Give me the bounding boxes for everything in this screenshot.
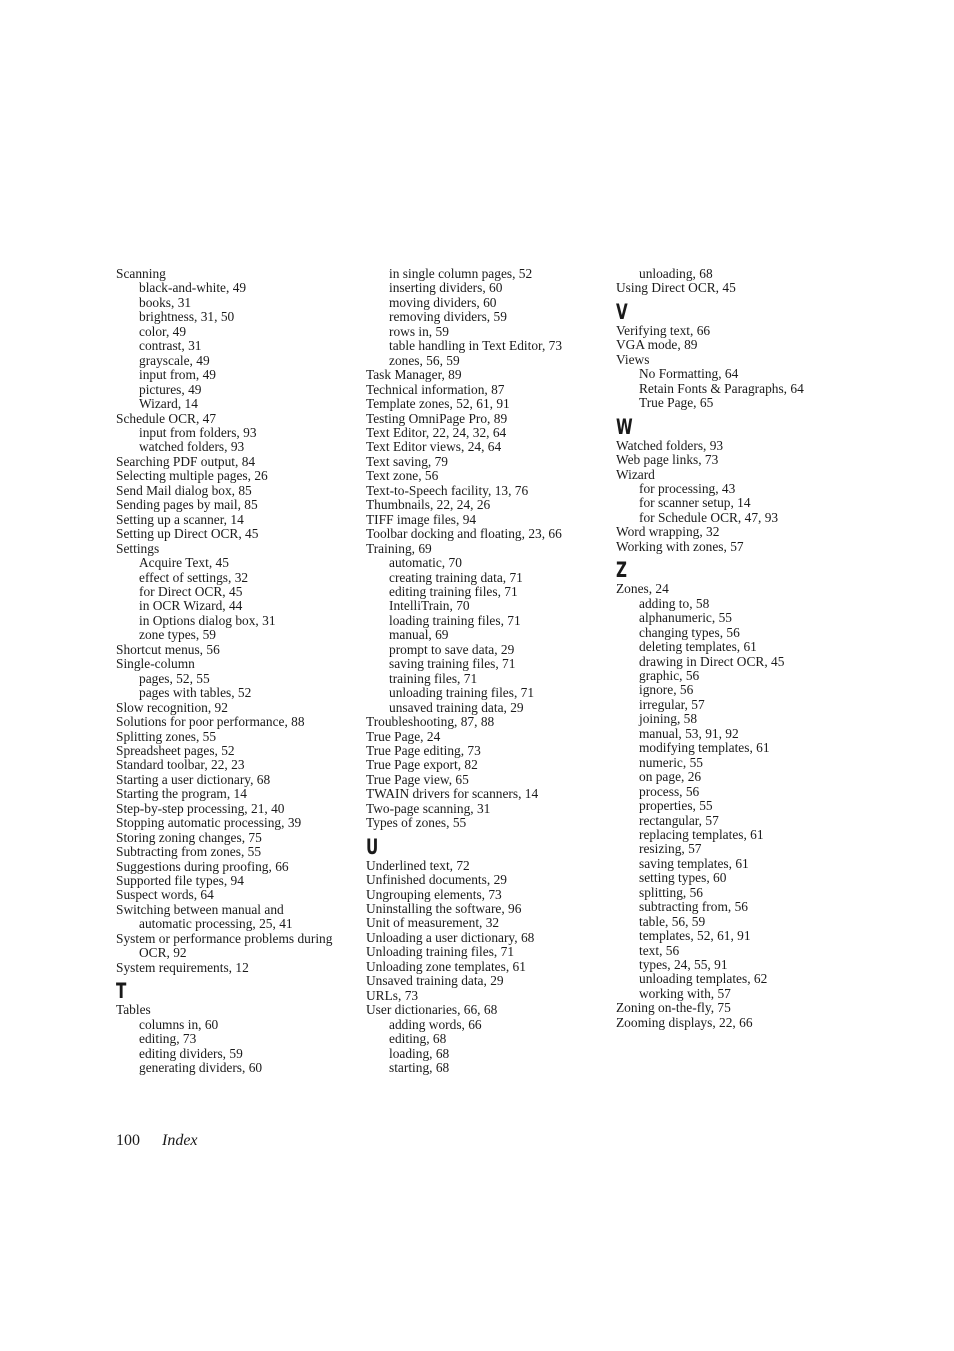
index-entry: Text zone, 56 — [366, 468, 439, 484]
index-entry: Text-to-Speech facility, 13, 76 — [366, 482, 529, 498]
index-entry: Schedule OCR, 47 — [116, 410, 217, 426]
index-subentry: unloading training files, 71 — [389, 685, 535, 701]
index-entry: Toolbar docking and floating, 23, 66 — [366, 526, 562, 542]
index-entry: Switching between manual and — [116, 901, 284, 917]
index-subentry: unsaved training data, 29 — [389, 699, 524, 715]
index-entry: Troubleshooting, 87, 88 — [366, 714, 495, 730]
index-entry: Settings — [116, 540, 160, 556]
index-subentry: loading, 68 — [389, 1045, 450, 1061]
index-entry: Solutions for poor performance, 88 — [116, 714, 305, 730]
index-entry: Testing OmniPage Pro, 89 — [366, 410, 508, 426]
index-subentry: changing types, 56 — [639, 624, 740, 640]
index-subentry: for Schedule OCR, 47, 93 — [639, 509, 779, 525]
index-entry: Supported file types, 94 — [116, 873, 244, 889]
index-entry: Types of zones, 55 — [366, 815, 467, 831]
index-subentry: for Direct OCR, 45 — [139, 583, 243, 599]
index-subentry: joining, 58 — [639, 711, 698, 727]
index-entry: Text Editor views, 24, 64 — [366, 439, 502, 455]
index-entry: Starting a user dictionary, 68 — [116, 771, 271, 787]
index-entry: Views — [616, 351, 650, 367]
index-entry: Template zones, 52, 61, 91 — [366, 396, 510, 412]
index-entry: Unloading training files, 71 — [366, 944, 515, 960]
index-subentry: pictures, 49 — [139, 381, 202, 397]
section-letter-w: W — [616, 414, 633, 439]
index-subentry: saving training files, 71 — [389, 656, 516, 672]
index-entry: Zoning on-the-fly, 75 — [616, 1000, 731, 1016]
index-subentry: books, 31 — [139, 294, 192, 310]
index-subentry: generating dividers, 60 — [139, 1060, 263, 1076]
index-entry: Setting up a scanner, 14 — [116, 511, 244, 527]
index-entry: Standard toolbar, 22, 23 — [116, 757, 245, 773]
index-entry: Suggestions during proofing, 66 — [116, 858, 289, 874]
index-subentry: automatic, 70 — [389, 555, 462, 571]
index-subentry: rows in, 59 — [389, 323, 449, 339]
index-subentry: IntelliTrain, 70 — [389, 598, 470, 614]
index-subentry: saving templates, 61 — [639, 855, 749, 871]
index-subentry: pages, 52, 55 — [139, 670, 210, 686]
index-subentry: manual, 69 — [389, 627, 449, 643]
index-subentry: brightness, 31, 50 — [139, 309, 235, 325]
index-entry-continuation: OCR, 92 — [139, 945, 187, 961]
section-letter-z: Z — [616, 558, 627, 583]
running-title: Index — [162, 1132, 198, 1149]
index-entry: Using Direct OCR, 45 — [616, 280, 736, 296]
index-subentry: zone types, 59 — [139, 627, 216, 643]
index-entry: User dictionaries, 66, 68 — [366, 1002, 498, 1018]
index-entry: Two-page scanning, 31 — [366, 800, 491, 816]
index-subentry: for scanner setup, 14 — [639, 495, 751, 511]
index-entry: Web page links, 73 — [616, 452, 719, 468]
page-number: 100 — [116, 1132, 140, 1149]
index-subentry: properties, 55 — [639, 798, 713, 814]
index-subentry: on page, 26 — [639, 769, 702, 785]
index-subentry: splitting, 56 — [639, 884, 703, 900]
index-subentry: grayscale, 49 — [139, 352, 210, 368]
index-subentry: contrast, 31 — [139, 338, 202, 354]
index-entry: Scanning — [116, 266, 166, 281]
index-entry: Word wrapping, 32 — [616, 524, 720, 540]
index-entry: Text saving, 79 — [366, 453, 448, 469]
index-entry: Underlined text, 72 — [366, 857, 470, 873]
index-subentry: prompt to save data, 29 — [389, 641, 515, 657]
index-entry: True Page view, 65 — [366, 771, 469, 787]
index-entry: Single-column — [116, 656, 195, 672]
index-entry: Tables — [116, 1002, 151, 1018]
index-subentry: columns in, 60 — [139, 1016, 219, 1032]
index-entry: Starting the program, 14 — [116, 786, 247, 802]
index-entry: Unsaved training data, 29 — [366, 973, 504, 989]
index-entry: Working with zones, 57 — [616, 538, 744, 554]
index-column-3 — [616, 267, 856, 1030]
index-entry: Step-by-step processing, 21, 40 — [116, 800, 285, 816]
index-subentry: unloading, 68 — [639, 266, 713, 281]
index-subentry: unloading templates, 62 — [639, 971, 768, 987]
index-entry: TIFF image files, 94 — [366, 511, 477, 527]
index-entry: URLs, 73 — [366, 987, 419, 1003]
index-entry: Setting up Direct OCR, 45 — [116, 526, 259, 542]
index-entry: Spreadsheet pages, 52 — [116, 742, 235, 758]
index-entry: Training, 69 — [366, 540, 432, 556]
index-subentry: working with, 57 — [639, 985, 731, 1001]
section-letter-v: V — [616, 299, 628, 324]
index-entry: Splitting zones, 55 — [116, 728, 217, 744]
index-entry: Subtracting from zones, 55 — [116, 844, 262, 860]
index-subentry: effect of settings, 32 — [139, 569, 249, 585]
index-subentry: process, 56 — [639, 783, 700, 799]
index-subentry: alphanumeric, 55 — [639, 610, 732, 626]
index-subentry: text, 56 — [639, 942, 680, 958]
index-subentry: in Options dialog box, 31 — [139, 612, 276, 628]
index-entry: Unloading zone templates, 61 — [366, 958, 526, 974]
index-subentry: watched folders, 93 — [139, 439, 245, 455]
index-entry: Storing zoning changes, 75 — [116, 829, 262, 845]
index-entry: Sending pages by mail, 85 — [116, 497, 258, 513]
index-subentry: for processing, 43 — [639, 480, 736, 496]
index-subentry: subtracting from, 56 — [639, 899, 748, 915]
index-entry: True Page export, 82 — [366, 757, 478, 773]
index-subentry: templates, 52, 61, 91 — [639, 928, 751, 944]
index-entry: Shortcut menus, 56 — [116, 641, 220, 657]
index-subentry: ignore, 56 — [639, 682, 694, 698]
index-subentry: zones, 56, 59 — [389, 352, 460, 368]
index-entry: Task Manager, 89 — [366, 367, 462, 383]
index-subentry: types, 24, 55, 91 — [639, 957, 728, 973]
index-subentry: creating training data, 71 — [389, 569, 523, 585]
index-subentry: in single column pages, 52 — [389, 266, 533, 281]
index-entry: Thumbnails, 22, 24, 26 — [366, 497, 491, 513]
index-subentry: Acquire Text, 45 — [139, 555, 229, 571]
index-subentry: pages with tables, 52 — [139, 685, 252, 701]
index-subentry: rectangular, 57 — [639, 812, 719, 828]
index-subentry: resizing, 57 — [639, 841, 702, 857]
section-letter-t: T — [116, 979, 127, 1004]
index-subentry: editing, 73 — [139, 1031, 197, 1047]
index-subentry: Retain Fonts & Paragraphs, 64 — [639, 380, 804, 396]
index-entry: Technical information, 87 — [366, 381, 505, 397]
index-entry: Suspect words, 64 — [116, 887, 214, 903]
index-entry: Stopping automatic processing, 39 — [116, 815, 302, 831]
index-subentry: editing, 68 — [389, 1031, 447, 1047]
index-entry: Text Editor, 22, 24, 32, 64 — [366, 424, 507, 440]
index-subentry: modifying templates, 61 — [639, 740, 770, 756]
index-subentry: replacing templates, 61 — [639, 826, 764, 842]
index-subentry: in OCR Wizard, 44 — [139, 598, 243, 614]
index-subentry: irregular, 57 — [639, 696, 705, 712]
index-subentry: adding to, 58 — [639, 595, 710, 611]
index-subentry: table, 56, 59 — [639, 913, 706, 929]
index-subentry: setting types, 60 — [639, 870, 727, 886]
index-entry: Zones, 24 — [616, 581, 669, 597]
index-entry: True Page editing, 73 — [366, 742, 481, 758]
index-entry: Searching PDF output, 84 — [116, 453, 256, 469]
index-subentry: color, 49 — [139, 323, 187, 339]
index-subentry: deleting templates, 61 — [639, 639, 757, 655]
index-subentry: input from, 49 — [139, 367, 216, 383]
index-entry: Zooming displays, 22, 66 — [616, 1014, 753, 1030]
index-subentry: input from folders, 93 — [139, 424, 257, 440]
index-subentry: training files, 71 — [389, 670, 478, 686]
index-entry: System or performance problems during — [116, 930, 333, 946]
index-subentry: drawing in Direct OCR, 45 — [639, 653, 785, 669]
index-subentry: loading training files, 71 — [389, 612, 521, 628]
section-letter-u: U — [366, 834, 379, 859]
index-subentry: No Formatting, 64 — [639, 366, 739, 382]
index-column-2 — [366, 267, 606, 1075]
index-subentry: editing training files, 71 — [389, 583, 518, 599]
index-entry: Slow recognition, 92 — [116, 699, 228, 715]
index-subentry: graphic, 56 — [639, 667, 700, 683]
index-entry: Verifying text, 66 — [616, 322, 711, 338]
page-footer — [116, 1132, 198, 1150]
index-entry: Unit of measurement, 32 — [366, 915, 500, 931]
index-entry: VGA mode, 89 — [616, 337, 698, 353]
index-subentry: editing dividers, 59 — [139, 1045, 243, 1061]
index-subentry: table handling in Text Editor, 73 — [389, 338, 563, 354]
index-entry-continuation: automatic processing, 25, 41 — [139, 916, 293, 932]
index-subentry: starting, 68 — [389, 1060, 450, 1076]
index-entry: Watched folders, 93 — [616, 437, 724, 453]
index-entry: Wizard — [616, 466, 655, 482]
index-column-1 — [116, 267, 351, 1075]
index-entry: Send Mail dialog box, 85 — [116, 482, 252, 498]
index-entry: Unfinished documents, 29 — [366, 872, 507, 888]
index-subentry: adding words, 66 — [389, 1016, 482, 1032]
index-entry: True Page, 24 — [366, 728, 441, 744]
index-subentry: inserting dividers, 60 — [389, 280, 503, 296]
index-entry: System requirements, 12 — [116, 959, 249, 975]
index-subentry: numeric, 55 — [639, 754, 703, 770]
index-entry: Selecting multiple pages, 26 — [116, 468, 268, 484]
index-subentry: manual, 53, 91, 92 — [639, 725, 739, 741]
index-subentry: black-and-white, 49 — [139, 280, 247, 296]
index-subentry: moving dividers, 60 — [389, 294, 497, 310]
index-entry: Unloading a user dictionary, 68 — [366, 929, 535, 945]
index-subentry: Wizard, 14 — [139, 396, 198, 412]
index-entry: TWAIN drivers for scanners, 14 — [366, 786, 539, 802]
index-subentry: True Page, 65 — [639, 395, 714, 411]
index-entry: Uninstalling the software, 96 — [366, 901, 522, 917]
index-entry: Ungrouping elements, 73 — [366, 886, 502, 902]
index-subentry: removing dividers, 59 — [389, 309, 507, 325]
